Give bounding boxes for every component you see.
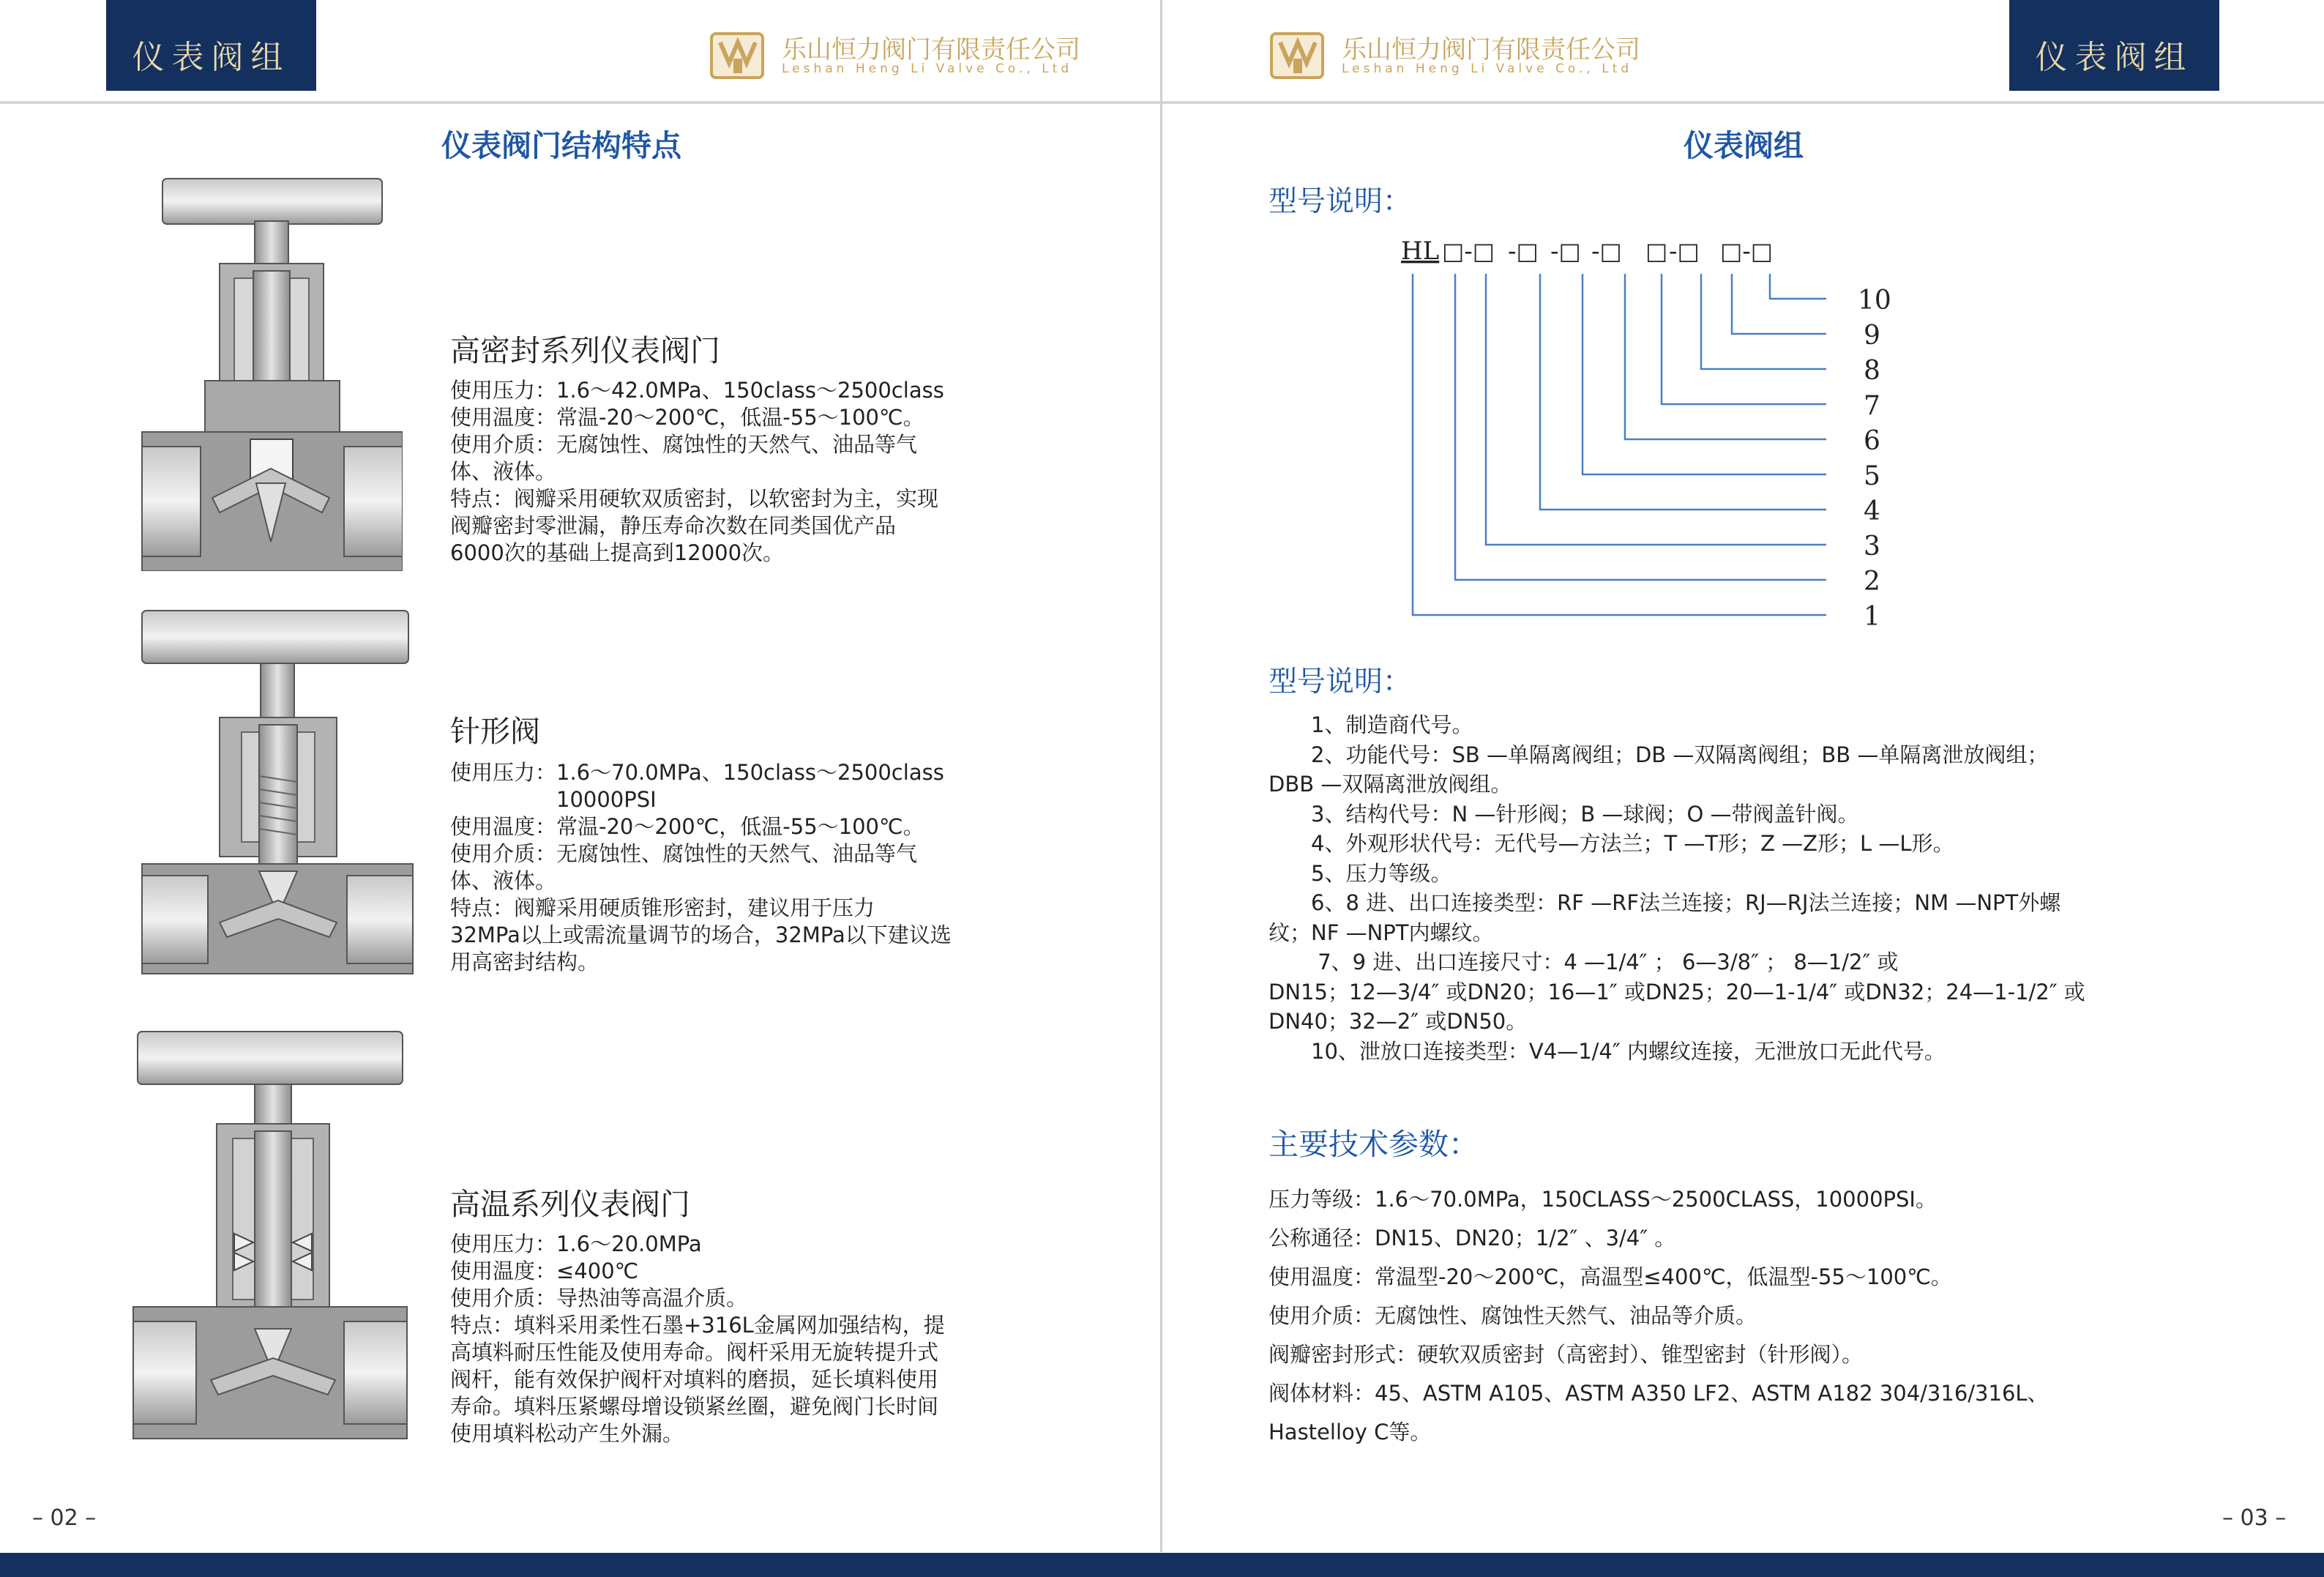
company-name-en: Leshan Heng Li Valve Co., Ltd xyxy=(1342,61,1633,76)
code-segment: -□ xyxy=(1508,237,1539,265)
spec-line: 特点：阀瓣采用硬质锥形密封，建议用于压力 xyxy=(450,895,875,920)
spec-line: 使用介质：无腐蚀性、腐蚀性的天然气、油品等气 xyxy=(450,841,918,866)
valve-3-specs xyxy=(450,1231,1006,1447)
description-line: 5、压力等级。 xyxy=(1269,860,1452,886)
technical-params-list xyxy=(1269,1180,2176,1452)
leader-line-1 xyxy=(1413,274,1826,615)
leader-line-3 xyxy=(1486,274,1826,545)
spec-line: 使用压力：1.6～20.0MPa xyxy=(450,1231,702,1256)
description-line: 2、功能代号：SB —单隔离阀组；DB —双隔离阀组；BB —单隔离泄放阀组； xyxy=(1269,742,2049,767)
code-number: 6 xyxy=(1864,426,1880,456)
code-number: 3 xyxy=(1864,532,1880,562)
valve-3-name: 高温系列仪表阀门 xyxy=(450,1187,690,1222)
code-segment: -□ xyxy=(1669,237,1700,265)
valve-1-name: 高密封系列仪表阀门 xyxy=(450,333,720,368)
code-number: 1 xyxy=(1864,602,1880,632)
param-line: 阀体材料：45、ASTM A105、ASTM A350 LF2、ASTM A182 304/316/316L、 xyxy=(1269,1381,2049,1406)
company-name-cn: 乐山恒力阀门有限责任公司 xyxy=(1342,35,1640,64)
description-line: 3、结构代号：N —针形阀；B —球阀；O —带阀盖针阀。 xyxy=(1269,801,1859,827)
spec-line: 使用温度：常温-20～200℃，低温-55～100℃。 xyxy=(450,814,924,839)
spec-line: 用高密封结构。 xyxy=(450,950,599,974)
right-page-title: 仪表阀组 xyxy=(1684,128,1804,163)
valve-2-name: 针形阀 xyxy=(450,714,540,749)
spec-line: 体、液体。 xyxy=(450,868,557,893)
leader-line-10 xyxy=(1770,274,1826,299)
spec-line: 使用填料松动产生外漏。 xyxy=(450,1421,684,1446)
logo-emblem-icon xyxy=(709,28,771,83)
company-logo-left xyxy=(709,28,1104,86)
param-line: 阀瓣密封形式：硬软双质密封（高密封）、锥型密封（针形阀）。 xyxy=(1269,1342,1864,1367)
model-heading-1: 型号说明： xyxy=(1269,185,1412,218)
spec-line: 寿命。填料压紧螺母增设锁紧丝圈，避免阀门长时间 xyxy=(450,1394,939,1419)
spec-line: 使用温度：≤400℃ xyxy=(450,1259,639,1283)
page-number-left: – 02 – xyxy=(32,1505,97,1531)
code-number: 8 xyxy=(1864,356,1880,386)
code-segment: -□ xyxy=(1591,237,1622,265)
code-number: 7 xyxy=(1864,391,1880,421)
description-line: DN40；32—2″ 或DN50。 xyxy=(1269,1009,1528,1034)
header-rule-right xyxy=(1162,101,2324,104)
spec-line: 10000PSI xyxy=(450,787,657,812)
code-segment: -□ xyxy=(1550,237,1581,265)
code-number: 10 xyxy=(1858,286,1891,316)
code-segment: □-□ xyxy=(1720,237,1774,265)
description-line: DBB —双隔离泄放阀组。 xyxy=(1269,772,1512,797)
spec-line: 使用温度：常温-20～200℃，低温-55～100℃。 xyxy=(450,405,924,430)
page-gutter xyxy=(1160,0,1162,1552)
company-logo-right xyxy=(1269,28,1664,86)
description-line: DN15；12—3/4″ 或DN20；16—1″ 或DN25；20—1-1/4″ 或DN32；24—1-1/2″ 或 xyxy=(1269,979,2085,1004)
header-rule-left xyxy=(0,101,1160,104)
param-line: 使用温度：常温型-20～200℃，高温型≤400℃，低温型-55～100℃。 xyxy=(1269,1264,1952,1289)
spec-line: 使用压力：1.6～42.0MPa、150class～2500class xyxy=(450,378,944,403)
spec-line: 6000次的基础上提高到12000次。 xyxy=(450,540,785,565)
description-line: 1、制造商代号。 xyxy=(1269,712,1473,737)
spec-line: 体、液体。 xyxy=(450,459,557,484)
spec-line: 特点：阀瓣采用硬软双质密封，以软密封为主，实现 xyxy=(450,486,939,511)
code-number: 4 xyxy=(1864,496,1880,526)
company-name-en: Leshan Heng Li Valve Co., Ltd xyxy=(782,61,1073,76)
model-description-list xyxy=(1269,710,2176,1066)
model-code-diagram xyxy=(1391,234,1918,637)
leader-line-2 xyxy=(1455,274,1826,580)
spec-line: 阀杆，能有效保护阀杆对填料的磨损，延长填料使用 xyxy=(450,1367,939,1392)
code-number: 9 xyxy=(1864,321,1880,351)
spec-line: 使用介质：导热油等高温介质。 xyxy=(450,1286,748,1311)
leader-line-8 xyxy=(1701,274,1826,369)
description-line: 6、8 进、出口连接类型：RF —RF法兰连接；RJ—RJ法兰连接；NM —NPT外螺 xyxy=(1269,890,2061,915)
logo-emblem-icon xyxy=(1269,28,1331,83)
high-seal-valve-illustration xyxy=(139,176,403,571)
description-line: 纹；NF —NPT内螺纹。 xyxy=(1269,920,1494,945)
param-line: 使用介质：无腐蚀性、腐蚀性天然气、油品等介质。 xyxy=(1269,1303,1757,1328)
left-page-title: 仪表阀门结构特点 xyxy=(441,128,681,163)
section-badge-right: 仪表阀组 xyxy=(2009,0,2219,91)
param-line: Hastelloy C等。 xyxy=(1269,1420,1432,1444)
footer-bar xyxy=(0,1553,2324,1577)
spec-line: 使用介质：无腐蚀性、腐蚀性的天然气、油品等气 xyxy=(450,432,918,457)
valve-2-specs xyxy=(450,759,1006,976)
code-number: 5 xyxy=(1864,461,1880,491)
code-segment: □ xyxy=(1645,237,1668,265)
description-line: 4、外观形状代号：无代号—方法兰；T —T形；Z —Z形；L —L形。 xyxy=(1269,831,1954,856)
param-line: 压力等级：1.6～70.0MPa，150CLASS～2500CLASS，10000PSI。 xyxy=(1269,1187,1937,1212)
section-badge-left: 仪表阀组 xyxy=(106,0,316,91)
spec-line: 32MPa以上或需流量调节的场合，32MPa以下建议选 xyxy=(450,922,952,947)
description-line: 7、9 进、出口连接尺寸：4 —1/4″ ； 6—3/8″ ； 8—1/2″ 或 xyxy=(1269,950,1899,974)
model-heading-2: 型号说明： xyxy=(1269,666,1412,698)
company-name-cn: 乐山恒力阀门有限责任公司 xyxy=(782,35,1080,64)
spec-line: 使用压力：1.6～70.0MPa、150class～2500class xyxy=(450,760,944,785)
leader-line-5 xyxy=(1583,274,1826,474)
description-line: 10、泄放口连接类型：V4—1/4″ 内螺纹连接，无泄放口无此代号。 xyxy=(1269,1038,1946,1064)
code-number: 2 xyxy=(1864,567,1880,597)
leader-line-7 xyxy=(1662,274,1826,404)
needle-valve-illustration xyxy=(139,608,417,981)
valve-1-specs xyxy=(450,377,1006,567)
leader-line-9 xyxy=(1732,274,1826,334)
spec-line: 高填料耐压性能及使用寿命。阀杆采用无旋转提升式 xyxy=(450,1340,939,1365)
params-heading: 主要技术参数： xyxy=(1269,1127,1479,1162)
param-line: 公称通径：DN15、DN20；1/2″ 、3/4″ 。 xyxy=(1269,1226,1676,1250)
code-segment: □-□ xyxy=(1442,237,1495,265)
model-prefix: HL xyxy=(1401,236,1440,266)
page-number-right: – 03 – xyxy=(2222,1505,2287,1531)
spec-line: 特点：填料采用柔性石墨+316L金属网加强结构，提 xyxy=(450,1313,945,1338)
high-temp-valve-illustration xyxy=(130,1029,410,1453)
spec-line: 阀瓣密封零泄漏，静压寿命次数在同类国优产品 xyxy=(450,513,897,538)
